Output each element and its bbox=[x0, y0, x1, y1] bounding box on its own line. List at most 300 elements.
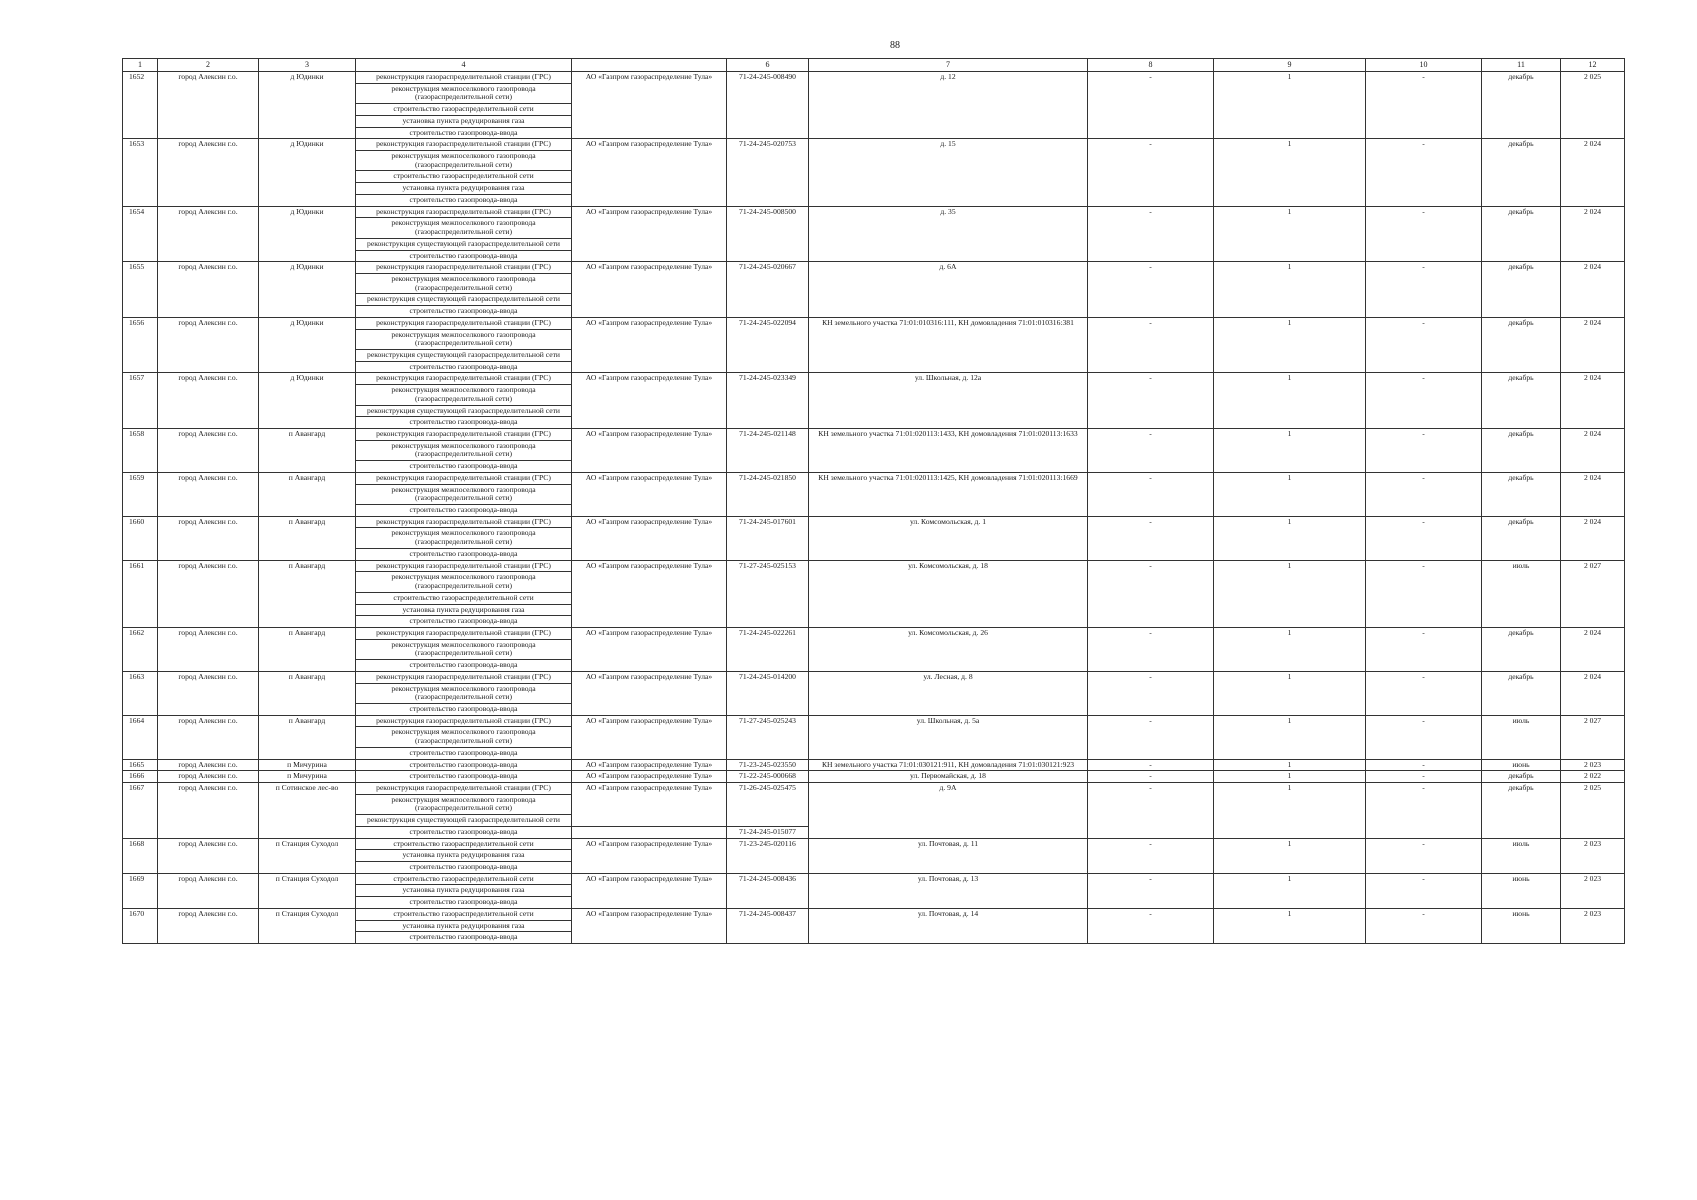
table-row bbox=[123, 838, 1625, 850]
record-number: 1659 bbox=[123, 472, 158, 516]
organization-cell: АО «Газпром газораспределение Тула» bbox=[572, 759, 727, 771]
month-cell: декабрь bbox=[1482, 317, 1561, 373]
municipality-cell: город Алексин г.о. bbox=[158, 560, 259, 627]
settlement-cell: п Сотинское лес-во bbox=[259, 783, 356, 839]
record-number: 1658 bbox=[123, 429, 158, 473]
column-header: 4 bbox=[356, 59, 572, 72]
empty-cell bbox=[572, 826, 727, 838]
column-header: 6 bbox=[727, 59, 809, 72]
work-type-cell: строительство газопровода-ввода bbox=[356, 660, 572, 672]
address-cell: ул. Почтовая, д. 11 bbox=[809, 838, 1088, 873]
settlement-cell: д Юдинки bbox=[259, 317, 356, 373]
col9-cell: 1 bbox=[1214, 429, 1366, 473]
work-type-cell: реконструкция межпоселкового газопровода (газораспределительной сети) bbox=[356, 572, 572, 592]
address-cell: д. 35 bbox=[809, 206, 1088, 262]
year-cell: 2 024 bbox=[1561, 262, 1625, 318]
settlement-cell: п Авангард bbox=[259, 429, 356, 473]
application-code-cell: 71-24-245-020753 bbox=[727, 139, 809, 206]
municipality-cell: город Алексин г.о. bbox=[158, 627, 259, 671]
work-type-cell: установка пункта редуцирования газа bbox=[356, 850, 572, 862]
organization-cell: АО «Газпром газораспределение Тула» bbox=[572, 771, 727, 783]
work-type-cell: реконструкция газораспределительной станции (ГРС) bbox=[356, 472, 572, 484]
col10-cell: - bbox=[1366, 771, 1482, 783]
organization-cell: АО «Газпром газораспределение Тула» bbox=[572, 373, 727, 429]
column-header: 8 bbox=[1088, 59, 1214, 72]
work-type-cell: строительство газораспределительной сети bbox=[356, 171, 572, 183]
table-row bbox=[123, 627, 1625, 639]
application-code-cell: 71-24-245-022261 bbox=[727, 627, 809, 671]
work-type-cell: строительство газопровода-ввода bbox=[356, 862, 572, 874]
organization-cell: АО «Газпром газораспределение Тула» bbox=[572, 627, 727, 671]
settlement-cell: п Авангард bbox=[259, 472, 356, 516]
col9-cell: 1 bbox=[1214, 873, 1366, 908]
address-cell: д. 9А bbox=[809, 783, 1088, 839]
work-type-cell: реконструкция существующей газораспределительной сети bbox=[356, 238, 572, 250]
col10-cell: - bbox=[1366, 516, 1482, 560]
work-type-cell: строительство газопровода-ввода bbox=[356, 461, 572, 473]
month-cell: декабрь bbox=[1482, 627, 1561, 671]
settlement-cell: п Мичурина bbox=[259, 759, 356, 771]
municipality-cell: город Алексин г.о. bbox=[158, 317, 259, 373]
table-row bbox=[123, 206, 1625, 218]
table-row bbox=[123, 759, 1625, 771]
work-type-cell: строительство газопровода-ввода bbox=[356, 194, 572, 206]
organization-cell: АО «Газпром газораспределение Тула» bbox=[572, 838, 727, 873]
address-cell: КН земельного участка 71:01:020113:1433, КН домовладения 71:01:020113:1633 bbox=[809, 429, 1088, 473]
work-type-cell: реконструкция межпоселкового газопровода (газораспределительной сети) bbox=[356, 151, 572, 171]
work-type-cell: реконструкция газораспределительной станции (ГРС) bbox=[356, 72, 572, 84]
application-code-cell: 71-24-245-023349 bbox=[727, 373, 809, 429]
col9-cell: 1 bbox=[1214, 783, 1366, 839]
organization-cell: АО «Газпром газораспределение Тула» bbox=[572, 429, 727, 473]
table-row bbox=[123, 560, 1625, 572]
record-number: 1670 bbox=[123, 908, 158, 943]
col8-cell: - bbox=[1088, 783, 1214, 839]
table-row bbox=[123, 72, 1625, 84]
work-type-cell: строительство газопровода-ввода bbox=[356, 548, 572, 560]
col10-cell: - bbox=[1366, 429, 1482, 473]
record-number: 1664 bbox=[123, 715, 158, 759]
work-type-cell: строительство газопровода-ввода bbox=[356, 505, 572, 517]
year-cell: 2 023 bbox=[1561, 873, 1625, 908]
work-type-cell: реконструкция межпоселкового газопровода (газораспределительной сети) bbox=[356, 528, 572, 548]
table-row bbox=[123, 783, 1625, 795]
col9-cell: 1 bbox=[1214, 373, 1366, 429]
municipality-cell: город Алексин г.о. bbox=[158, 516, 259, 560]
col9-cell: 1 bbox=[1214, 72, 1366, 139]
settlement-cell: п Станция Суходол bbox=[259, 873, 356, 908]
municipality-cell: город Алексин г.о. bbox=[158, 206, 259, 262]
work-type-cell: реконструкция межпоселкового газопровода (газораспределительной сети) bbox=[356, 83, 572, 103]
col9-cell: 1 bbox=[1214, 317, 1366, 373]
address-cell: КН земельного участка 71:01:020113:1425, КН домовладения 71:01:020113:1669 bbox=[809, 472, 1088, 516]
work-type-cell: строительство газопровода-ввода bbox=[356, 932, 572, 944]
record-number: 1656 bbox=[123, 317, 158, 373]
month-cell: июнь bbox=[1482, 759, 1561, 771]
col8-cell: - bbox=[1088, 671, 1214, 715]
col8-cell: - bbox=[1088, 472, 1214, 516]
application-code-cell: 71-27-245-025243 bbox=[727, 715, 809, 759]
work-type-cell: строительство газопровода-ввода bbox=[356, 361, 572, 373]
year-cell: 2 024 bbox=[1561, 139, 1625, 206]
record-number: 1668 bbox=[123, 838, 158, 873]
column-header: 9 bbox=[1214, 59, 1366, 72]
application-code-cell: 71-24-245-021850 bbox=[727, 472, 809, 516]
municipality-cell: город Алексин г.о. bbox=[158, 759, 259, 771]
municipality-cell: город Алексин г.о. bbox=[158, 262, 259, 318]
table-row bbox=[123, 472, 1625, 484]
application-code-cell: 71-24-245-014200 bbox=[727, 671, 809, 715]
col8-cell: - bbox=[1088, 873, 1214, 908]
address-cell: ул. Первомайская, д. 18 bbox=[809, 771, 1088, 783]
address-cell: ул. Почтовая, д. 14 bbox=[809, 908, 1088, 943]
col8-cell: - bbox=[1088, 139, 1214, 206]
work-type-cell: строительство газопровода-ввода bbox=[356, 417, 572, 429]
work-type-cell: реконструкция газораспределительной станции (ГРС) bbox=[356, 516, 572, 528]
work-type-cell: реконструкция газораспределительной станции (ГРС) bbox=[356, 429, 572, 441]
work-type-cell: реконструкция существующей газораспределительной сети bbox=[356, 349, 572, 361]
application-code-cell: 71-22-245-000668 bbox=[727, 771, 809, 783]
settlement-cell: п Авангард bbox=[259, 516, 356, 560]
month-cell: декабрь bbox=[1482, 139, 1561, 206]
column-header: 11 bbox=[1482, 59, 1561, 72]
record-number: 1667 bbox=[123, 783, 158, 839]
year-cell: 2 024 bbox=[1561, 429, 1625, 473]
settlement-cell: п Станция Суходол bbox=[259, 908, 356, 943]
organization-cell: АО «Газпром газораспределение Тула» bbox=[572, 715, 727, 759]
organization-cell: АО «Газпром газораспределение Тула» bbox=[572, 139, 727, 206]
page-number: 88 bbox=[890, 40, 900, 51]
table-row bbox=[123, 715, 1625, 727]
work-type-cell: строительство газораспределительной сети bbox=[356, 873, 572, 885]
column-header: 10 bbox=[1366, 59, 1482, 72]
col10-cell: - bbox=[1366, 873, 1482, 908]
column-number-row bbox=[123, 59, 1625, 72]
work-type-cell: реконструкция газораспределительной станции (ГРС) bbox=[356, 317, 572, 329]
settlement-cell: д Юдинки bbox=[259, 373, 356, 429]
col10-cell: - bbox=[1366, 671, 1482, 715]
month-cell: июнь bbox=[1482, 908, 1561, 943]
settlement-cell: д Юдинки bbox=[259, 139, 356, 206]
municipality-cell: город Алексин г.о. bbox=[158, 472, 259, 516]
work-type-cell: установка пункта редуцирования газа bbox=[356, 183, 572, 195]
organization-cell: АО «Газпром газораспределение Тула» bbox=[572, 516, 727, 560]
work-type-cell: реконструкция газораспределительной станции (ГРС) bbox=[356, 671, 572, 683]
col10-cell: - bbox=[1366, 908, 1482, 943]
work-type-cell: строительство газопровода-ввода bbox=[356, 250, 572, 262]
column-header: 12 bbox=[1561, 59, 1625, 72]
table-row bbox=[123, 139, 1625, 151]
address-cell: ул. Лесная, д. 8 bbox=[809, 671, 1088, 715]
year-cell: 2 024 bbox=[1561, 472, 1625, 516]
record-number: 1669 bbox=[123, 873, 158, 908]
work-type-cell: строительство газопровода-ввода bbox=[356, 826, 572, 838]
table-row bbox=[123, 908, 1625, 920]
record-number: 1660 bbox=[123, 516, 158, 560]
table-row bbox=[123, 671, 1625, 683]
col10-cell: - bbox=[1366, 262, 1482, 318]
year-cell: 2 024 bbox=[1561, 671, 1625, 715]
work-type-cell: реконструкция газораспределительной станции (ГРС) bbox=[356, 139, 572, 151]
col8-cell: - bbox=[1088, 838, 1214, 873]
application-code-cell: 71-27-245-025153 bbox=[727, 560, 809, 627]
work-type-cell: строительство газопровода-ввода bbox=[356, 306, 572, 318]
col9-cell: 1 bbox=[1214, 759, 1366, 771]
settlement-cell: д Юдинки bbox=[259, 72, 356, 139]
col10-cell: - bbox=[1366, 317, 1482, 373]
address-cell: КН земельного участка 71:01:030121:911, КН домовладения 71:01:030121:923 bbox=[809, 759, 1088, 771]
table-row bbox=[123, 873, 1625, 885]
col8-cell: - bbox=[1088, 759, 1214, 771]
application-code-cell: 71-24-245-008437 bbox=[727, 908, 809, 943]
col9-cell: 1 bbox=[1214, 838, 1366, 873]
work-type-cell: реконструкция газораспределительной станции (ГРС) bbox=[356, 262, 572, 274]
record-number: 1666 bbox=[123, 771, 158, 783]
column-header: 7 bbox=[809, 59, 1088, 72]
col8-cell: - bbox=[1088, 373, 1214, 429]
col9-cell: 1 bbox=[1214, 139, 1366, 206]
work-type-cell: строительство газопровода-ввода bbox=[356, 747, 572, 759]
settlement-cell: п Мичурина bbox=[259, 771, 356, 783]
settlement-cell: п Авангард bbox=[259, 715, 356, 759]
organization-cell: АО «Газпром газораспределение Тула» bbox=[572, 72, 727, 139]
municipality-cell: город Алексин г.о. bbox=[158, 783, 259, 839]
settlement-cell: п Авангард bbox=[259, 560, 356, 627]
col8-cell: - bbox=[1088, 560, 1214, 627]
record-number: 1662 bbox=[123, 627, 158, 671]
settlement-cell: п Авангард bbox=[259, 627, 356, 671]
table-row bbox=[123, 317, 1625, 329]
month-cell: июль bbox=[1482, 838, 1561, 873]
work-type-cell: установка пункта редуцирования газа bbox=[356, 920, 572, 932]
application-code-cell: 71-26-245-025475 bbox=[727, 783, 809, 827]
organization-cell: АО «Газпром газораспределение Тула» bbox=[572, 560, 727, 627]
col8-cell: - bbox=[1088, 262, 1214, 318]
col10-cell: - bbox=[1366, 783, 1482, 839]
record-number: 1657 bbox=[123, 373, 158, 429]
month-cell: июль bbox=[1482, 715, 1561, 759]
month-cell: декабрь bbox=[1482, 671, 1561, 715]
application-code-cell: 71-24-245-008500 bbox=[727, 206, 809, 262]
col9-cell: 1 bbox=[1214, 771, 1366, 783]
municipality-cell: город Алексин г.о. bbox=[158, 139, 259, 206]
work-type-cell: реконструкция межпоселкового газопровода (газораспределительной сети) bbox=[356, 484, 572, 504]
organization-cell: АО «Газпром газораспределение Тула» bbox=[572, 783, 727, 827]
application-code-cell: 71-24-245-017601 bbox=[727, 516, 809, 560]
col10-cell: - bbox=[1366, 627, 1482, 671]
work-type-cell: реконструкция межпоселкового газопровода (газораспределительной сети) bbox=[356, 440, 572, 460]
work-type-cell: установка пункта редуцирования газа bbox=[356, 604, 572, 616]
table-row bbox=[123, 262, 1625, 274]
year-cell: 2 025 bbox=[1561, 783, 1625, 839]
work-type-cell: реконструкция межпоселкового газопровода (газораспределительной сети) bbox=[356, 794, 572, 814]
col9-cell: 1 bbox=[1214, 671, 1366, 715]
year-cell: 2 027 bbox=[1561, 560, 1625, 627]
work-type-cell: строительство газораспределительной сети bbox=[356, 592, 572, 604]
year-cell: 2 023 bbox=[1561, 908, 1625, 943]
month-cell: декабрь bbox=[1482, 373, 1561, 429]
address-cell: ул. Почтовая, д. 13 bbox=[809, 873, 1088, 908]
col9-cell: 1 bbox=[1214, 262, 1366, 318]
work-type-cell: строительство газопровода-ввода bbox=[356, 771, 572, 783]
work-type-cell: реконструкция газораспределительной станции (ГРС) bbox=[356, 783, 572, 795]
col9-cell: 1 bbox=[1214, 472, 1366, 516]
month-cell: декабрь bbox=[1482, 516, 1561, 560]
year-cell: 2 023 bbox=[1561, 838, 1625, 873]
organization-cell: АО «Газпром газораспределение Тула» bbox=[572, 873, 727, 908]
settlement-cell: д Юдинки bbox=[259, 206, 356, 262]
work-type-cell: строительство газопровода-ввода bbox=[356, 759, 572, 771]
address-cell: ул. Комсомольская, д. 26 bbox=[809, 627, 1088, 671]
year-cell: 2 024 bbox=[1561, 373, 1625, 429]
month-cell: декабрь bbox=[1482, 206, 1561, 262]
work-type-cell: реконструкция межпоселкового газопровода (газораспределительной сети) bbox=[356, 639, 572, 659]
organization-cell: АО «Газпром газораспределение Тула» bbox=[572, 262, 727, 318]
col10-cell: - bbox=[1366, 560, 1482, 627]
work-type-cell: реконструкция существующей газораспределительной сети bbox=[356, 815, 572, 827]
application-code-cell: 71-23-245-020116 bbox=[727, 838, 809, 873]
record-number: 1654 bbox=[123, 206, 158, 262]
column-header: 2 bbox=[158, 59, 259, 72]
col10-cell: - bbox=[1366, 373, 1482, 429]
col9-cell: 1 bbox=[1214, 206, 1366, 262]
application-code-cell: 71-24-245-022094 bbox=[727, 317, 809, 373]
settlement-cell: д Юдинки bbox=[259, 262, 356, 318]
work-type-cell: строительство газораспределительной сети bbox=[356, 104, 572, 116]
work-type-cell: реконструкция существующей газораспределительной сети bbox=[356, 405, 572, 417]
year-cell: 2 025 bbox=[1561, 72, 1625, 139]
col8-cell: - bbox=[1088, 771, 1214, 783]
col10-cell: - bbox=[1366, 759, 1482, 771]
col8-cell: - bbox=[1088, 72, 1214, 139]
month-cell: июнь bbox=[1482, 873, 1561, 908]
column-header: 1 bbox=[123, 59, 158, 72]
table-row bbox=[123, 771, 1625, 783]
work-type-cell: реконструкция существующей газораспределительной сети bbox=[356, 294, 572, 306]
municipality-cell: город Алексин г.о. bbox=[158, 838, 259, 873]
col8-cell: - bbox=[1088, 516, 1214, 560]
address-cell: ул. Комсомольская, д. 18 bbox=[809, 560, 1088, 627]
municipality-cell: город Алексин г.о. bbox=[158, 429, 259, 473]
address-cell: КН земельного участка 71:01:010316:111, КН домовладения 71:01:010316:381 bbox=[809, 317, 1088, 373]
col9-cell: 1 bbox=[1214, 627, 1366, 671]
col8-cell: - bbox=[1088, 627, 1214, 671]
table-row bbox=[123, 429, 1625, 441]
col9-cell: 1 bbox=[1214, 560, 1366, 627]
col8-cell: - bbox=[1088, 715, 1214, 759]
year-cell: 2 024 bbox=[1561, 516, 1625, 560]
municipality-cell: город Алексин г.о. bbox=[158, 771, 259, 783]
application-code-cell: 71-24-245-021148 bbox=[727, 429, 809, 473]
work-type-cell: реконструкция газораспределительной станции (ГРС) bbox=[356, 373, 572, 385]
work-type-cell: строительство газопровода-ввода bbox=[356, 703, 572, 715]
year-cell: 2 022 bbox=[1561, 771, 1625, 783]
gasification-table bbox=[122, 58, 1625, 944]
organization-cell: АО «Газпром газораспределение Тула» bbox=[572, 671, 727, 715]
table-row bbox=[123, 516, 1625, 528]
record-number: 1653 bbox=[123, 139, 158, 206]
col8-cell: - bbox=[1088, 317, 1214, 373]
month-cell: декабрь bbox=[1482, 429, 1561, 473]
month-cell: декабрь bbox=[1482, 72, 1561, 139]
record-number: 1652 bbox=[123, 72, 158, 139]
work-type-cell: реконструкция межпоселкового газопровода (газораспределительной сети) bbox=[356, 329, 572, 349]
col10-cell: - bbox=[1366, 72, 1482, 139]
year-cell: 2 027 bbox=[1561, 715, 1625, 759]
organization-cell: АО «Газпром газораспределение Тула» bbox=[572, 472, 727, 516]
year-cell: 2 024 bbox=[1561, 206, 1625, 262]
application-code-cell: 71-24-245-008490 bbox=[727, 72, 809, 139]
work-type-cell: строительство газопровода-ввода bbox=[356, 616, 572, 628]
address-cell: д. 12 bbox=[809, 72, 1088, 139]
col8-cell: - bbox=[1088, 206, 1214, 262]
column-header: 3 bbox=[259, 59, 356, 72]
municipality-cell: город Алексин г.о. bbox=[158, 715, 259, 759]
municipality-cell: город Алексин г.о. bbox=[158, 873, 259, 908]
col10-cell: - bbox=[1366, 206, 1482, 262]
work-type-cell: реконструкция газораспределительной станции (ГРС) bbox=[356, 206, 572, 218]
address-cell: ул. Школьная, д. 5а bbox=[809, 715, 1088, 759]
table-body bbox=[123, 72, 1625, 944]
municipality-cell: город Алексин г.о. bbox=[158, 671, 259, 715]
municipality-cell: город Алексин г.о. bbox=[158, 373, 259, 429]
col8-cell: - bbox=[1088, 429, 1214, 473]
year-cell: 2 024 bbox=[1561, 627, 1625, 671]
record-number: 1665 bbox=[123, 759, 158, 771]
col9-cell: 1 bbox=[1214, 516, 1366, 560]
municipality-cell: город Алексин г.о. bbox=[158, 908, 259, 943]
work-type-cell: строительство газопровода-ввода bbox=[356, 127, 572, 139]
year-cell: 2 023 bbox=[1561, 759, 1625, 771]
col9-cell: 1 bbox=[1214, 908, 1366, 943]
month-cell: декабрь bbox=[1482, 262, 1561, 318]
work-type-cell: установка пункта редуцирования газа bbox=[356, 115, 572, 127]
work-type-cell: строительство газопровода-ввода bbox=[356, 897, 572, 909]
month-cell: декабрь bbox=[1482, 783, 1561, 839]
month-cell: декабрь bbox=[1482, 472, 1561, 516]
work-type-cell: реконструкция межпоселкового газопровода (газораспределительной сети) bbox=[356, 218, 572, 238]
work-type-cell: строительство газораспределительной сети bbox=[356, 908, 572, 920]
record-number: 1655 bbox=[123, 262, 158, 318]
work-type-cell: реконструкция газораспределительной станции (ГРС) bbox=[356, 627, 572, 639]
year-cell: 2 024 bbox=[1561, 317, 1625, 373]
settlement-cell: п Авангард bbox=[259, 671, 356, 715]
col10-cell: - bbox=[1366, 472, 1482, 516]
work-type-cell: реконструкция межпоселкового газопровода (газораспределительной сети) bbox=[356, 273, 572, 293]
record-number: 1661 bbox=[123, 560, 158, 627]
work-type-cell: реконструкция газораспределительной станции (ГРС) bbox=[356, 560, 572, 572]
col10-cell: - bbox=[1366, 139, 1482, 206]
work-type-cell: реконструкция межпоселкового газопровода (газораспределительной сети) bbox=[356, 385, 572, 405]
work-type-cell: реконструкция межпоселкового газопровода (газораспределительной сети) bbox=[356, 683, 572, 703]
application-code-cell: 71-23-245-023550 bbox=[727, 759, 809, 771]
col8-cell: - bbox=[1088, 908, 1214, 943]
work-type-cell: установка пункта редуцирования газа bbox=[356, 885, 572, 897]
organization-cell: АО «Газпром газораспределение Тула» bbox=[572, 908, 727, 943]
address-cell: д. 15 bbox=[809, 139, 1088, 206]
address-cell: ул. Школьная, д. 12а bbox=[809, 373, 1088, 429]
work-type-cell: реконструкция газораспределительной станции (ГРС) bbox=[356, 715, 572, 727]
settlement-cell: п Станция Суходол bbox=[259, 838, 356, 873]
month-cell: декабрь bbox=[1482, 771, 1561, 783]
address-cell: ул. Комсомольская, д. 1 bbox=[809, 516, 1088, 560]
table-row bbox=[123, 373, 1625, 385]
work-type-cell: реконструкция межпоселкового газопровода (газораспределительной сети) bbox=[356, 727, 572, 747]
work-type-cell: строительство газораспределительной сети bbox=[356, 838, 572, 850]
col10-cell: - bbox=[1366, 715, 1482, 759]
organization-cell: АО «Газпром газораспределение Тула» bbox=[572, 317, 727, 373]
column-header bbox=[572, 59, 727, 72]
